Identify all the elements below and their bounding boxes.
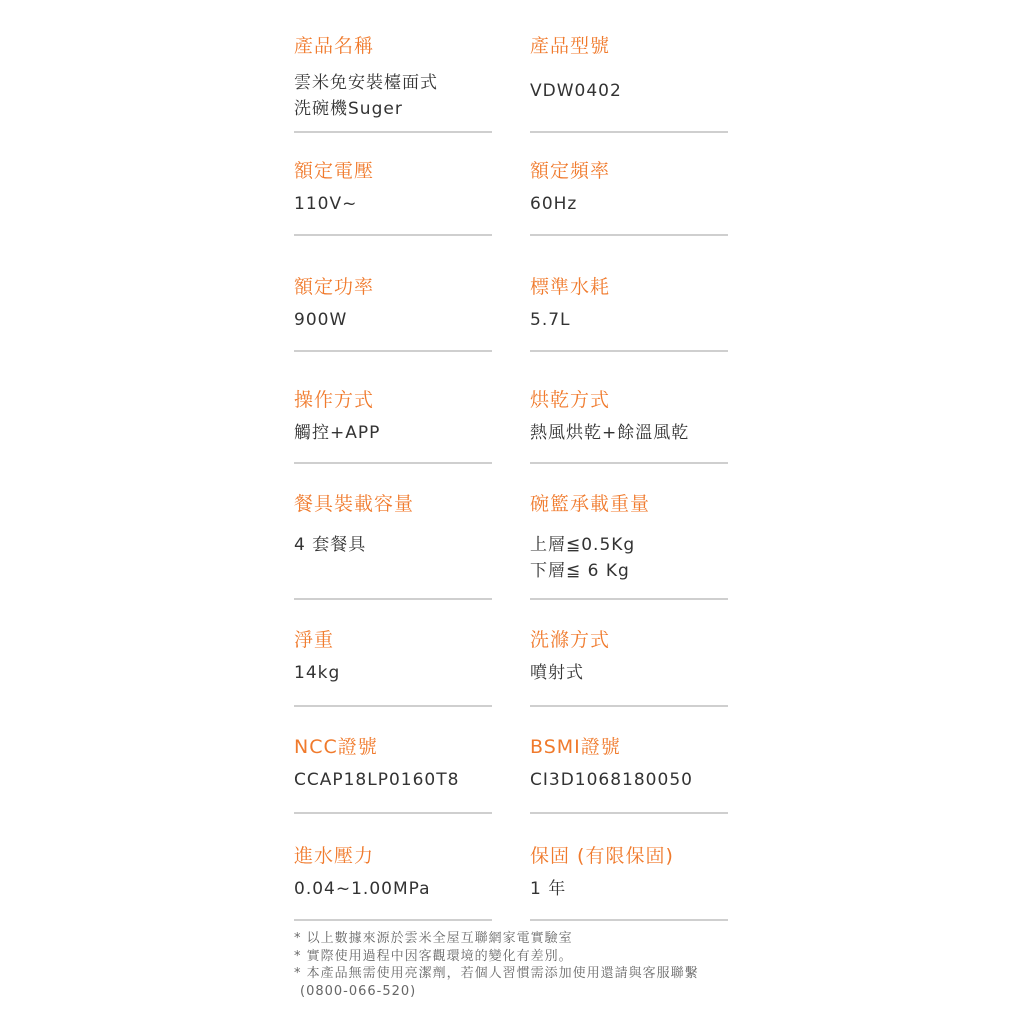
- spec-value: 0.04~1.00MPa: [294, 879, 431, 899]
- spec-value: 噴射式: [530, 663, 584, 683]
- spec-voltage: [294, 133, 492, 236]
- spec-operation: [294, 352, 492, 464]
- spec-drying: [530, 352, 728, 464]
- spec-label: NCC證號: [294, 736, 378, 758]
- spec-label: 產品型號: [530, 35, 611, 57]
- footnote: * 實際使用過程中因客觀環境的變化有差別。: [294, 948, 573, 964]
- footnote-phone: (0800-066-520): [300, 983, 417, 999]
- spec-label: 餐具裝載容量: [294, 493, 415, 515]
- spec-value: 110V~: [294, 194, 358, 214]
- spec-warranty: [530, 814, 728, 921]
- spec-value: CCAP18LP0160T8: [294, 770, 460, 790]
- spec-value: 4 套餐具: [294, 535, 367, 555]
- spec-value: 60Hz: [530, 194, 578, 214]
- spec-model: [530, 30, 728, 133]
- spec-label: 淨重: [294, 629, 335, 651]
- spec-value: 5.7L: [530, 310, 571, 330]
- spec-net-weight: [294, 600, 492, 707]
- spec-grid: [294, 30, 728, 921]
- spec-water-consumption: [530, 236, 728, 352]
- spec-wash-method: [530, 600, 728, 707]
- spec-ncc: [294, 707, 492, 814]
- spec-value: 觸控+APP: [294, 423, 381, 443]
- spec-label: 操作方式: [294, 389, 375, 411]
- spec-label: 額定頻率: [530, 160, 611, 182]
- spec-inlet-pressure: [294, 814, 492, 921]
- spec-label: 洗滌方式: [530, 629, 611, 651]
- spec-value: 900W: [294, 310, 348, 330]
- spec-value: 雲米免安裝檯面式 洗碗機Suger: [294, 73, 438, 119]
- spec-value: CI3D1068180050: [530, 770, 693, 790]
- spec-label: BSMI證號: [530, 736, 621, 758]
- spec-basket-load: [530, 464, 728, 600]
- spec-capacity: [294, 464, 492, 600]
- spec-label: 碗籃承載重量: [530, 493, 651, 515]
- spec-product-name: [294, 30, 492, 133]
- spec-label: 保固 (有限保固): [530, 845, 674, 867]
- spec-power: [294, 236, 492, 352]
- footnote: * 本產品無需使用亮潔劑，若個人習慣需添加使用還請與客服聯繫: [294, 966, 699, 981]
- spec-value: 熱風烘乾+餘溫風乾: [530, 423, 690, 443]
- spec-label: 額定電壓: [294, 160, 375, 182]
- spec-label: 產品名稱: [294, 35, 375, 57]
- footnotes: [294, 930, 754, 1000]
- spec-label: 烘乾方式: [530, 389, 611, 411]
- spec-value: 上層≦0.5Kg 下層≦ 6 Kg: [530, 535, 636, 581]
- spec-label: 進水壓力: [294, 845, 375, 867]
- spec-value: 1 年: [530, 879, 567, 899]
- footnote: * 以上數據來源於雲米全屋互聯網家電實驗室: [294, 931, 573, 946]
- spec-bsmi: [530, 707, 728, 814]
- spec-value: 14kg: [294, 663, 341, 683]
- spec-label: 標準水耗: [530, 276, 611, 298]
- spec-frequency: [530, 133, 728, 236]
- spec-label: 額定功率: [294, 276, 375, 298]
- spec-value: VDW0402: [530, 81, 622, 101]
